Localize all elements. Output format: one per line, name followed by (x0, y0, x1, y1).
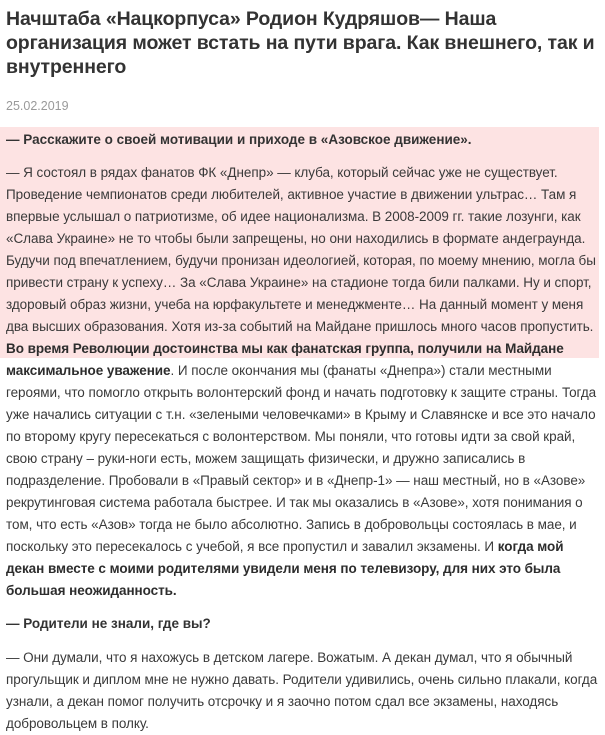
answer-emphasis-tv: когда мой декан вместе с моими родителями увидели меня по телевизору, для них это была большая неожиданность. (6, 539, 564, 598)
interview-question-parents: — Родители не знали, где вы? (6, 616, 211, 631)
article (6, 0, 600, 735)
interview-question-motivation: — Расскажите о своей мотивации и приходе в «Азовское движение». (6, 132, 472, 147)
article-headline: Начштаба «Нацкорпуса» Родион Кудряшов— Наша организация может встать на пути врага. Как внешнего, так и внутреннего (6, 8, 595, 78)
answer-emphasis-maidan: Во время Революции достоинства мы как фанатская группа, получили на Майдане максимальное уважение (6, 341, 564, 378)
answer-text-intro: — Я состоял в рядах фанатов ФК «Днепр» — клуба, который сейчас уже не существует. Проведение чемпионатов среди любителей, активное участие в движении ультрас… Там я впервые услышал о патриотизме, об идее национализма. В 2008-2009 гг. такие лозунги, как «Слава Украине» не то чтобы были запрещены, но они находились в формате андеграунда. Будучи под впечатлением, будучи пронизан идеологией, которая, по моему мнению, могла бы привести страну к успеху… За «Слава Украине» на стадионе тогда били палками. Ну и спорт, здоровый образ жизни, учеба на юрфакультете и менеджменте… На данный момент у меня два высших образования. Хотя из-за событий на Майдане пришлось много часов пропустить. (6, 165, 596, 334)
publication-date: 25.02.2019 (6, 99, 69, 113)
answer-text-volunteer: . И после окончания мы (фанаты «Днепра») стали местными героями, что помогло открыть волонтерский фонд и начать подготовку к защите страны. Тогда уже начались ситуации с т.н. «зелеными человечками» в Крыму и Славянске и все это начало по второму кругу пересекаться с волонтерством. Мы поняли, что готовы идти за свой край, свою страну – руки-ноги есть, можем защищать физически, и дружно записались в подразделение. Пробовали в «Правый сектор» и в «Днепр-1» — наш местный, но в «Азове» рекрутинговая система работала быстрее. И так мы оказались в «Азове», хотя понимания о том, что есть «Азов» тогда не было абсолютно. Запись в добровольцы состоялась в мае, и поскольку это пересекалось с учебой, я все пропустил и завалил экзамены. И (6, 363, 597, 554)
interview-answer-motivation (6, 162, 600, 602)
interview-answer-parents: — Они думали, что я нахожусь в детском лагере. Вожатым. А декан думал, что я обычный прогульщик и диплом мне не нужно давать. Родители удивились, очень сильно плакали, когда узнали, а декан помог получить отсрочку и я заочно потом сдал все экзамены, находясь добровольцем в полку. (6, 650, 598, 731)
